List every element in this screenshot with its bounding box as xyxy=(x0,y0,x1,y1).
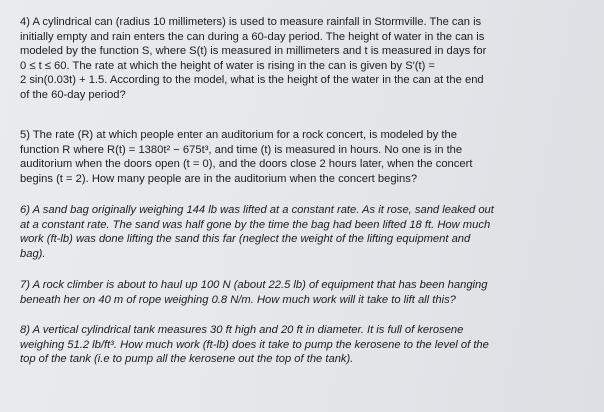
problem-line: 6) A sand bag originally weighing 144 lb was lifted at a constant rate. As it rose, sand leaked out xyxy=(20,204,494,216)
problem-line: of the 60-day period? xyxy=(20,88,126,101)
problem-line: at a constant rate. The sand was half gone by the time the bag had been lifted 18 ft. How much xyxy=(20,218,491,231)
problem-5 xyxy=(20,128,598,186)
problem-line: 8) A vertical cylindrical tank measures 30 ft high and 20 ft in diameter. It is full of kerosene xyxy=(20,324,464,336)
problem-line: 2 sin(0.03t) + 1.5. According to the model, what is the height of the water in the can at the end xyxy=(20,74,484,87)
problem-line: modeled by the function S, where S(t) is measured in millimeters and t is measured in days for xyxy=(20,45,487,58)
problem-line: function R where R(t) = 1380t² − 675t³, and time (t) is measured in hours. No one is in the xyxy=(20,143,463,156)
problem-line: 4) A cylindrical can (radius 10 millimeters) is used to measure rainfall in Stormville. The can is xyxy=(20,16,482,28)
problem-4 xyxy=(20,15,598,103)
problem-line: top of the tank (i.e to pump all the kerosene out the top of the tank). xyxy=(20,353,354,366)
problem-line: 7) A rock climber is about to haul up 100 N (about 22.5 lb) of equipment that has been hanging xyxy=(20,279,488,291)
problem-7 xyxy=(20,278,598,307)
problem-line: begins (t = 2). How many people are in the auditorium when the concert begins? xyxy=(20,172,418,185)
problem-line: auditorium when the doors open (t = 0), and the doors close 2 hours later, when the concert xyxy=(20,158,473,171)
problem-line: bag). xyxy=(20,247,46,260)
problem-line: weighing 51.2 lb/ft³. How much work (ft-lb) does it take to pump the kerosene to the level of the xyxy=(20,338,489,351)
problem-6 xyxy=(20,203,598,261)
problem-line: initially empty and rain enters the can during a 60-day period. The height of water in the can is xyxy=(20,30,485,43)
problem-line: 5) The rate (R) at which people enter an auditorium for a rock concert, is modeled by the xyxy=(20,129,457,141)
problem-8 xyxy=(20,323,598,367)
problem-line: beneath her on 40 m of rope weighing 0.8 N/m. How much work will it take to lift all this? xyxy=(20,293,456,306)
problem-line: 0 ≤ t ≤ 60. The rate at which the height of water is rising in the can is given by S′(t) = xyxy=(20,59,435,72)
problem-line: work (ft-lb) was done lifting the sand this far (neglect the weight of the lifting equipment and xyxy=(20,233,471,246)
